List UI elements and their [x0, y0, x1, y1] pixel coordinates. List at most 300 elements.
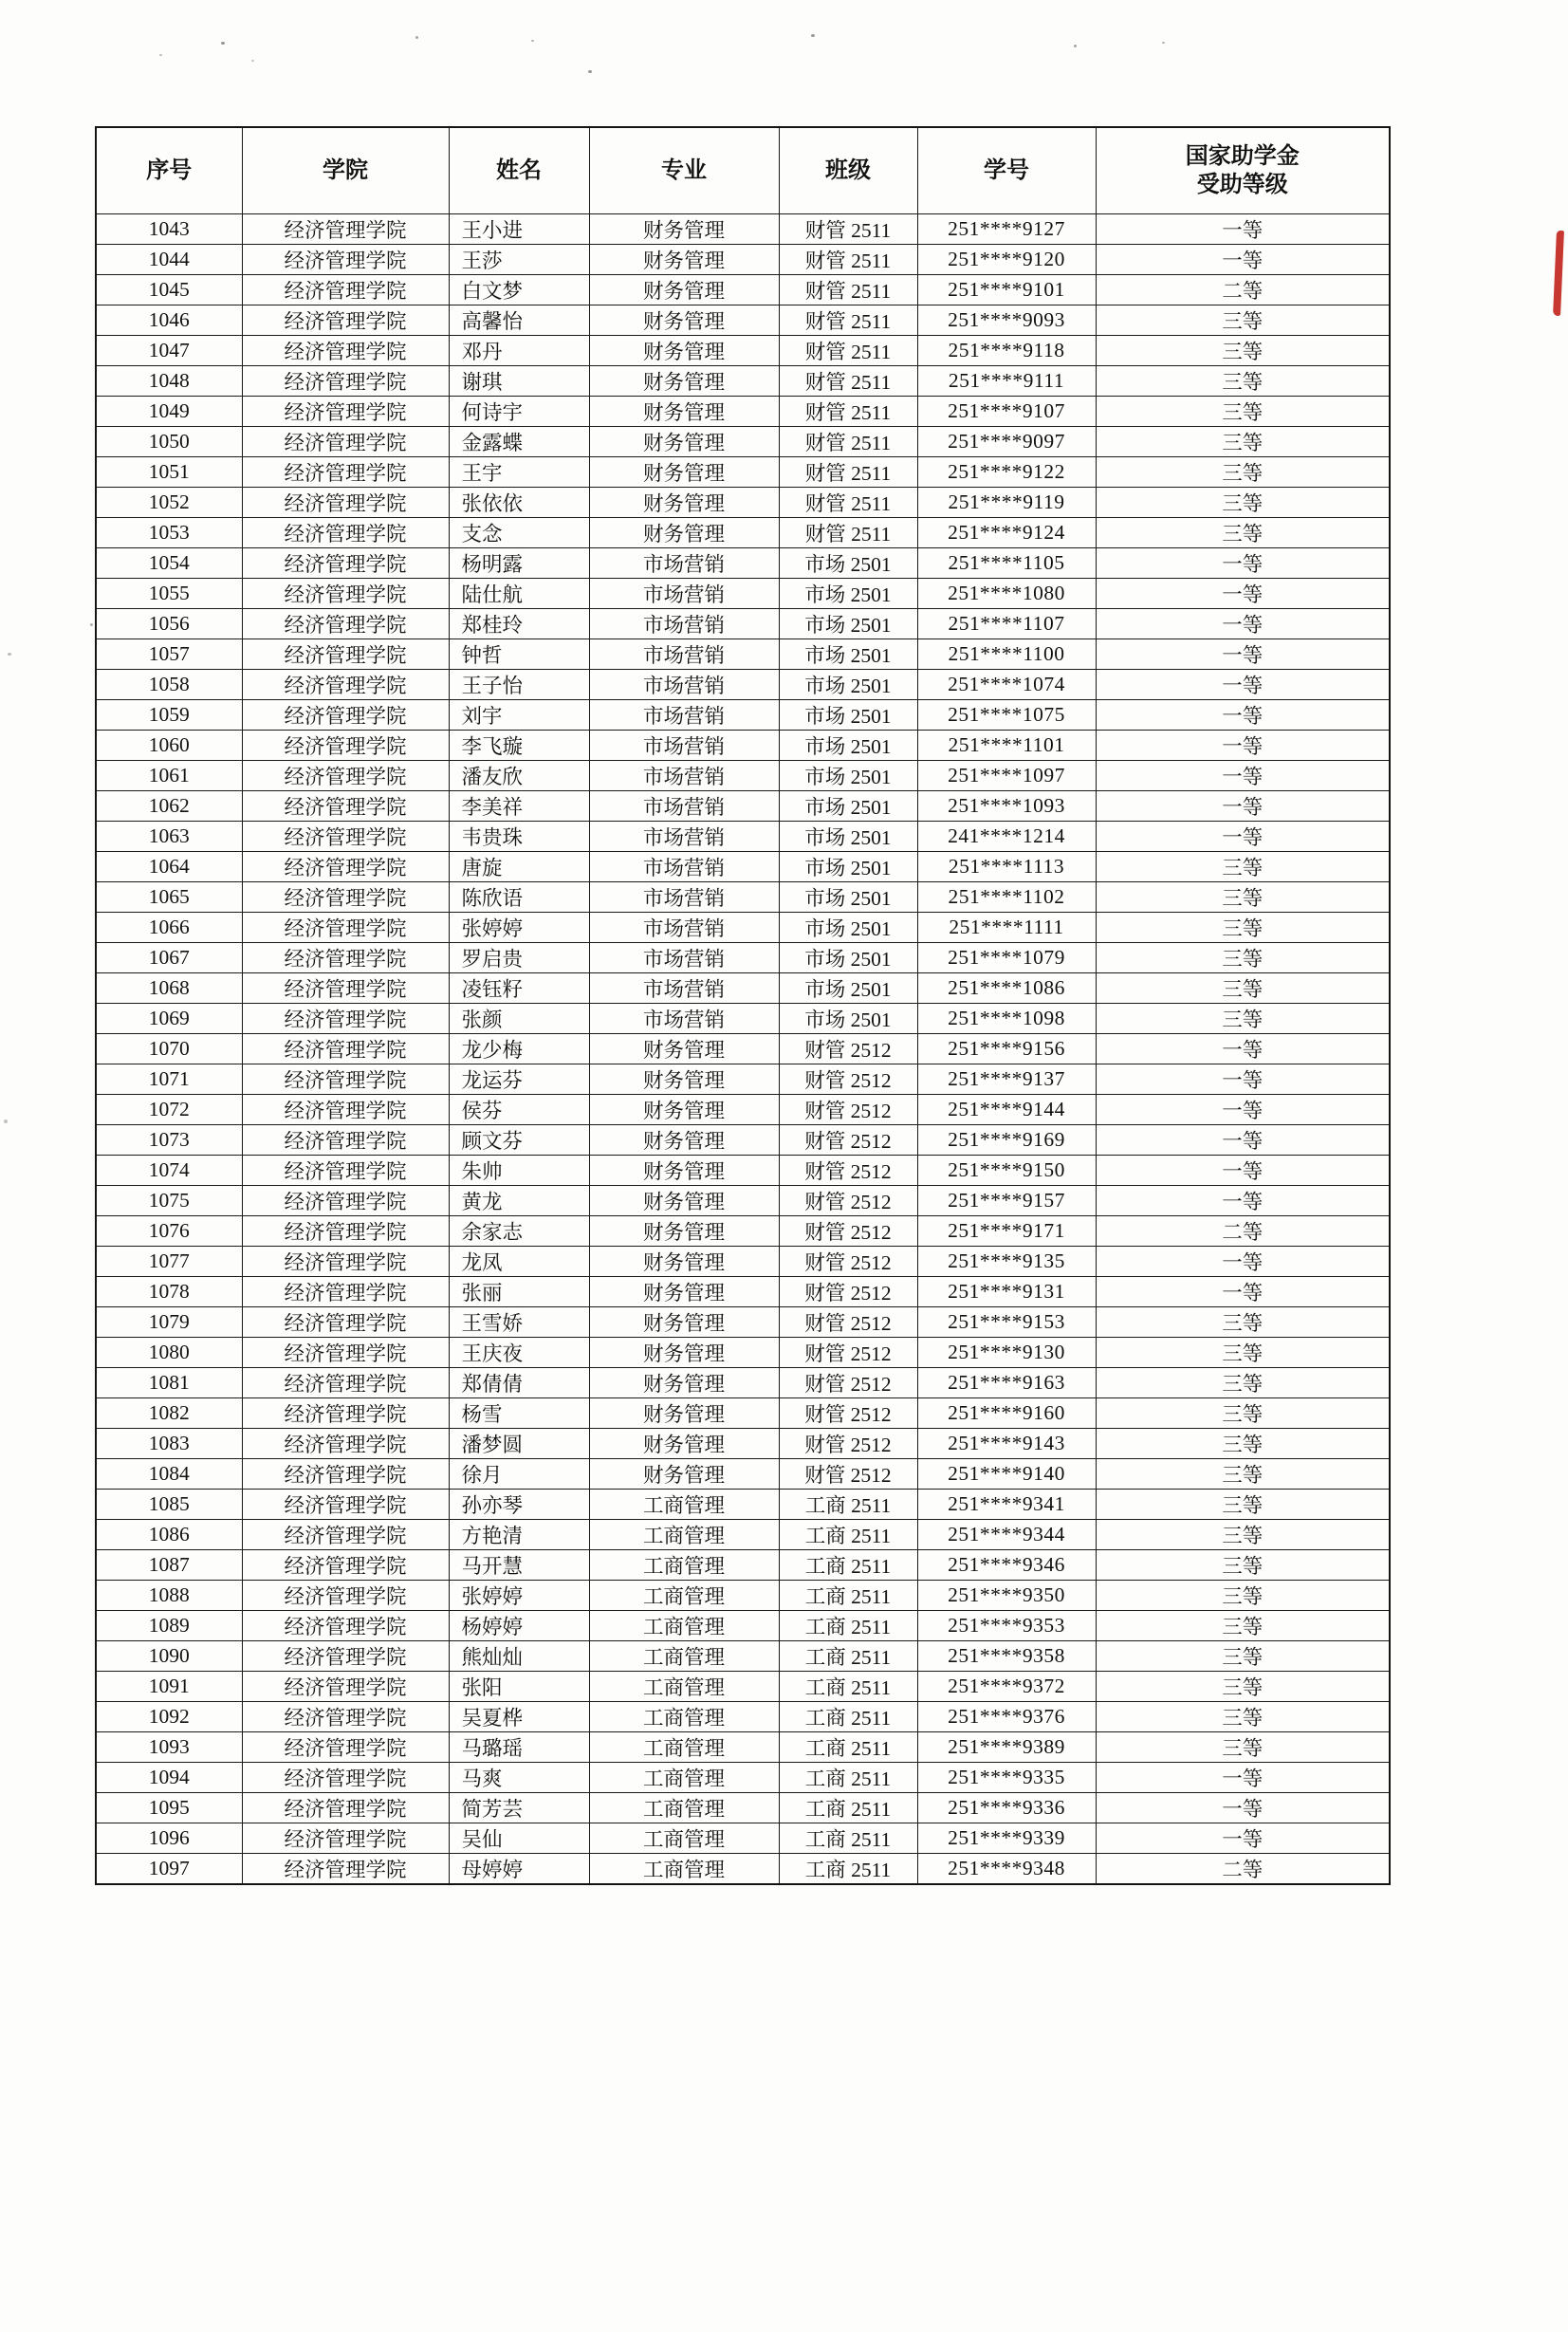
grant-table	[95, 126, 1391, 1885]
cell-index: 1059	[96, 700, 242, 731]
cell-major: 市场营销	[589, 700, 779, 731]
cell-student-id: 251****9372	[917, 1672, 1096, 1702]
cell-index: 1086	[96, 1520, 242, 1550]
cell-grant-level: 三等	[1096, 1429, 1390, 1459]
cell-major: 工商管理	[589, 1581, 779, 1611]
scan-noise	[1162, 42, 1165, 44]
cell-name: 高馨怡	[449, 305, 589, 336]
cell-major: 工商管理	[589, 1490, 779, 1520]
cell-college: 经济管理学院	[242, 882, 449, 913]
cell-class: 财管 2512	[779, 1338, 917, 1368]
table-row	[96, 1429, 1390, 1459]
cell-class: 财管 2511	[779, 427, 917, 457]
cell-index: 1089	[96, 1611, 242, 1641]
cell-class: 工商 2511	[779, 1490, 917, 1520]
cell-index: 1082	[96, 1398, 242, 1429]
cell-index: 1077	[96, 1247, 242, 1277]
cell-grant-level: 一等	[1096, 579, 1390, 609]
cell-grant-level: 三等	[1096, 1702, 1390, 1732]
cell-name: 杨明露	[449, 548, 589, 579]
cell-college: 经济管理学院	[242, 639, 449, 670]
cell-name: 朱帅	[449, 1156, 589, 1186]
cell-student-id: 251****9120	[917, 245, 1096, 275]
cell-index: 1085	[96, 1490, 242, 1520]
cell-name: 徐月	[449, 1459, 589, 1490]
cell-student-id: 251****1079	[917, 943, 1096, 973]
cell-major: 市场营销	[589, 1004, 779, 1034]
cell-index: 1073	[96, 1125, 242, 1156]
cell-major: 工商管理	[589, 1763, 779, 1793]
cell-college: 经济管理学院	[242, 366, 449, 397]
cell-college: 经济管理学院	[242, 397, 449, 427]
cell-major: 工商管理	[589, 1793, 779, 1823]
cell-grant-level: 三等	[1096, 305, 1390, 336]
cell-student-id: 251****9124	[917, 518, 1096, 548]
cell-major: 市场营销	[589, 882, 779, 913]
table-row	[96, 1307, 1390, 1338]
cell-class: 财管 2512	[779, 1095, 917, 1125]
cell-student-id: 251****1111	[917, 913, 1096, 943]
cell-college: 经济管理学院	[242, 518, 449, 548]
cell-grant-level: 三等	[1096, 1004, 1390, 1034]
cell-college: 经济管理学院	[242, 1368, 449, 1398]
cell-name: 陈欣语	[449, 882, 589, 913]
cell-index: 1047	[96, 336, 242, 366]
cell-index: 1075	[96, 1186, 242, 1216]
cell-index: 1052	[96, 488, 242, 518]
cell-name: 顾文芬	[449, 1125, 589, 1156]
cell-index: 1081	[96, 1368, 242, 1398]
cell-grant-level: 三等	[1096, 1672, 1390, 1702]
cell-student-id: 251****9160	[917, 1398, 1096, 1429]
cell-index: 1061	[96, 761, 242, 791]
cell-class: 工商 2511	[779, 1732, 917, 1763]
cell-student-id: 251****1113	[917, 852, 1096, 882]
cell-grant-level: 三等	[1096, 1550, 1390, 1581]
cell-student-id: 251****9389	[917, 1732, 1096, 1763]
cell-grant-level: 一等	[1096, 1125, 1390, 1156]
cell-index: 1079	[96, 1307, 242, 1338]
table-row	[96, 1581, 1390, 1611]
cell-student-id: 251****9107	[917, 397, 1096, 427]
cell-major: 市场营销	[589, 852, 779, 882]
cell-major: 市场营销	[589, 943, 779, 973]
cell-college: 经济管理学院	[242, 1064, 449, 1095]
cell-college: 经济管理学院	[242, 214, 449, 245]
cell-name: 唐旋	[449, 852, 589, 882]
cell-major: 财务管理	[589, 1156, 779, 1186]
cell-class: 市场 2501	[779, 639, 917, 670]
cell-grant-level: 三等	[1096, 1490, 1390, 1520]
cell-index: 1051	[96, 457, 242, 488]
cell-class: 市场 2501	[779, 609, 917, 639]
cell-grant-level: 三等	[1096, 488, 1390, 518]
cell-index: 1090	[96, 1641, 242, 1672]
scan-noise	[90, 623, 93, 626]
cell-class: 财管 2511	[779, 275, 917, 305]
cell-grant-level: 三等	[1096, 427, 1390, 457]
table-row	[96, 1338, 1390, 1368]
cell-major: 财务管理	[589, 1459, 779, 1490]
cell-class: 市场 2501	[779, 1004, 917, 1034]
cell-student-id: 251****9143	[917, 1429, 1096, 1459]
cell-class: 市场 2501	[779, 670, 917, 700]
cell-college: 经济管理学院	[242, 1550, 449, 1581]
cell-name: 张婷婷	[449, 913, 589, 943]
cell-major: 市场营销	[589, 761, 779, 791]
header-major: 专业	[589, 127, 779, 214]
scan-noise	[251, 60, 254, 62]
cell-student-id: 251****9127	[917, 214, 1096, 245]
cell-college: 经济管理学院	[242, 852, 449, 882]
cell-grant-level: 一等	[1096, 609, 1390, 639]
cell-class: 市场 2501	[779, 791, 917, 822]
cell-student-id: 251****9169	[917, 1125, 1096, 1156]
cell-grant-level: 三等	[1096, 1459, 1390, 1490]
cell-major: 财务管理	[589, 518, 779, 548]
cell-name: 马开慧	[449, 1550, 589, 1581]
cell-index: 1096	[96, 1823, 242, 1854]
cell-index: 1064	[96, 852, 242, 882]
cell-major: 市场营销	[589, 609, 779, 639]
cell-college: 经济管理学院	[242, 336, 449, 366]
cell-college: 经济管理学院	[242, 1763, 449, 1793]
cell-name: 马璐瑶	[449, 1732, 589, 1763]
cell-student-id: 251****9336	[917, 1793, 1096, 1823]
table-row	[96, 305, 1390, 336]
cell-student-id: 241****1214	[917, 822, 1096, 852]
cell-index: 1068	[96, 973, 242, 1004]
cell-student-id: 251****9150	[917, 1156, 1096, 1186]
cell-major: 财务管理	[589, 245, 779, 275]
cell-name: 张阳	[449, 1672, 589, 1702]
cell-college: 经济管理学院	[242, 1854, 449, 1885]
cell-class: 财管 2511	[779, 457, 917, 488]
table-row	[96, 973, 1390, 1004]
table-row	[96, 1459, 1390, 1490]
cell-class: 财管 2511	[779, 245, 917, 275]
cell-class: 财管 2512	[779, 1459, 917, 1490]
cell-college: 经济管理学院	[242, 548, 449, 579]
cell-class: 市场 2501	[779, 761, 917, 791]
table-row	[96, 1216, 1390, 1247]
cell-major: 工商管理	[589, 1732, 779, 1763]
cell-name: 潘梦圆	[449, 1429, 589, 1459]
cell-student-id: 251****9341	[917, 1490, 1096, 1520]
scan-noise	[4, 1120, 8, 1123]
cell-class: 财管 2512	[779, 1247, 917, 1277]
cell-index: 1050	[96, 427, 242, 457]
cell-index: 1045	[96, 275, 242, 305]
cell-grant-level: 一等	[1096, 1823, 1390, 1854]
cell-grant-level: 三等	[1096, 397, 1390, 427]
table-row	[96, 1611, 1390, 1641]
cell-class: 工商 2511	[779, 1581, 917, 1611]
cell-major: 工商管理	[589, 1550, 779, 1581]
table-row	[96, 1490, 1390, 1520]
cell-class: 财管 2512	[779, 1277, 917, 1307]
cell-grant-level: 一等	[1096, 1156, 1390, 1186]
cell-index: 1056	[96, 609, 242, 639]
table-row	[96, 882, 1390, 913]
cell-college: 经济管理学院	[242, 1490, 449, 1520]
cell-grant-level: 一等	[1096, 639, 1390, 670]
cell-student-id: 251****1093	[917, 791, 1096, 822]
cell-class: 工商 2511	[779, 1823, 917, 1854]
cell-major: 市场营销	[589, 731, 779, 761]
cell-college: 经济管理学院	[242, 1277, 449, 1307]
cell-class: 工商 2511	[779, 1672, 917, 1702]
cell-grant-level: 三等	[1096, 336, 1390, 366]
cell-class: 财管 2511	[779, 518, 917, 548]
cell-major: 工商管理	[589, 1672, 779, 1702]
cell-index: 1044	[96, 245, 242, 275]
cell-grant-level: 三等	[1096, 518, 1390, 548]
cell-index: 1078	[96, 1277, 242, 1307]
cell-grant-level: 一等	[1096, 548, 1390, 579]
cell-name: 陆仕航	[449, 579, 589, 609]
scan-noise	[8, 653, 11, 656]
cell-student-id: 251****1107	[917, 609, 1096, 639]
cell-name: 王宇	[449, 457, 589, 488]
cell-index: 1071	[96, 1064, 242, 1095]
cell-name: 马爽	[449, 1763, 589, 1793]
cell-name: 郑桂玲	[449, 609, 589, 639]
cell-name: 王小进	[449, 214, 589, 245]
cell-grant-level: 三等	[1096, 1307, 1390, 1338]
scan-noise	[588, 70, 592, 73]
table-row	[96, 1034, 1390, 1064]
cell-student-id: 251****1100	[917, 639, 1096, 670]
table-row	[96, 245, 1390, 275]
cell-major: 财务管理	[589, 1095, 779, 1125]
table-row	[96, 913, 1390, 943]
cell-index: 1083	[96, 1429, 242, 1459]
cell-student-id: 251****9339	[917, 1823, 1096, 1854]
cell-index: 1094	[96, 1763, 242, 1793]
cell-college: 经济管理学院	[242, 1338, 449, 1368]
cell-major: 工商管理	[589, 1641, 779, 1672]
cell-major: 财务管理	[589, 397, 779, 427]
table-row	[96, 670, 1390, 700]
cell-student-id: 251****9097	[917, 427, 1096, 457]
cell-grant-level: 三等	[1096, 943, 1390, 973]
cell-student-id: 251****9101	[917, 275, 1096, 305]
cell-name: 白文梦	[449, 275, 589, 305]
cell-class: 工商 2511	[779, 1793, 917, 1823]
cell-grant-level: 三等	[1096, 852, 1390, 882]
cell-student-id: 251****9157	[917, 1186, 1096, 1216]
cell-class: 财管 2511	[779, 488, 917, 518]
cell-name: 金露蝶	[449, 427, 589, 457]
cell-grant-level: 三等	[1096, 913, 1390, 943]
cell-name: 支念	[449, 518, 589, 548]
cell-major: 工商管理	[589, 1520, 779, 1550]
cell-name: 谢琪	[449, 366, 589, 397]
cell-college: 经济管理学院	[242, 1034, 449, 1064]
cell-major: 财务管理	[589, 457, 779, 488]
cell-class: 财管 2512	[779, 1429, 917, 1459]
cell-class: 财管 2512	[779, 1216, 917, 1247]
cell-major: 财务管理	[589, 1398, 779, 1429]
cell-major: 财务管理	[589, 427, 779, 457]
cell-class: 财管 2511	[779, 336, 917, 366]
cell-student-id: 251****9348	[917, 1854, 1096, 1885]
cell-student-id: 251****1074	[917, 670, 1096, 700]
cell-student-id: 251****9140	[917, 1459, 1096, 1490]
table-row	[96, 731, 1390, 761]
cell-grant-level: 二等	[1096, 1854, 1390, 1885]
cell-name: 简芳芸	[449, 1793, 589, 1823]
cell-major: 财务管理	[589, 1368, 779, 1398]
cell-class: 市场 2501	[779, 822, 917, 852]
cell-college: 经济管理学院	[242, 427, 449, 457]
cell-index: 1067	[96, 943, 242, 973]
cell-student-id: 251****1105	[917, 548, 1096, 579]
cell-college: 经济管理学院	[242, 609, 449, 639]
cell-grant-level: 一等	[1096, 761, 1390, 791]
cell-major: 财务管理	[589, 488, 779, 518]
table-row	[96, 1763, 1390, 1793]
cell-index: 1095	[96, 1793, 242, 1823]
cell-college: 经济管理学院	[242, 1095, 449, 1125]
cell-name: 杨婷婷	[449, 1611, 589, 1641]
table-row	[96, 1793, 1390, 1823]
cell-student-id: 251****1098	[917, 1004, 1096, 1034]
cell-college: 经济管理学院	[242, 1247, 449, 1277]
cell-college: 经济管理学院	[242, 1641, 449, 1672]
cell-class: 市场 2501	[779, 943, 917, 973]
cell-grant-level: 一等	[1096, 670, 1390, 700]
cell-name: 王雪娇	[449, 1307, 589, 1338]
cell-grant-level: 三等	[1096, 1368, 1390, 1398]
cell-major: 财务管理	[589, 305, 779, 336]
table-row	[96, 366, 1390, 397]
cell-index: 1076	[96, 1216, 242, 1247]
cell-index: 1065	[96, 882, 242, 913]
table-row	[96, 1125, 1390, 1156]
table-row	[96, 1520, 1390, 1550]
cell-name: 侯芬	[449, 1095, 589, 1125]
cell-college: 经济管理学院	[242, 973, 449, 1004]
cell-student-id: 251****9131	[917, 1277, 1096, 1307]
cell-name: 龙少梅	[449, 1034, 589, 1064]
scan-noise	[531, 40, 534, 42]
table-row	[96, 639, 1390, 670]
cell-class: 财管 2512	[779, 1064, 917, 1095]
cell-college: 经济管理学院	[242, 1307, 449, 1338]
cell-college: 经济管理学院	[242, 1156, 449, 1186]
cell-college: 经济管理学院	[242, 1793, 449, 1823]
cell-grant-level: 一等	[1096, 1247, 1390, 1277]
cell-index: 1046	[96, 305, 242, 336]
table-row	[96, 214, 1390, 245]
table-row	[96, 822, 1390, 852]
table-row	[96, 1368, 1390, 1398]
cell-name: 张婷婷	[449, 1581, 589, 1611]
cell-grant-level: 三等	[1096, 1520, 1390, 1550]
cell-college: 经济管理学院	[242, 275, 449, 305]
cell-student-id: 251****9171	[917, 1216, 1096, 1247]
table-row	[96, 1156, 1390, 1186]
cell-major: 财务管理	[589, 214, 779, 245]
cell-college: 经济管理学院	[242, 305, 449, 336]
header-index: 序号	[96, 127, 242, 214]
cell-name: 黄龙	[449, 1186, 589, 1216]
cell-name: 李美祥	[449, 791, 589, 822]
cell-college: 经济管理学院	[242, 1520, 449, 1550]
cell-name: 熊灿灿	[449, 1641, 589, 1672]
cell-college: 经济管理学院	[242, 761, 449, 791]
cell-class: 财管 2512	[779, 1125, 917, 1156]
cell-college: 经济管理学院	[242, 1823, 449, 1854]
cell-class: 工商 2511	[779, 1550, 917, 1581]
cell-index: 1080	[96, 1338, 242, 1368]
cell-index: 1043	[96, 214, 242, 245]
cell-student-id: 251****9093	[917, 305, 1096, 336]
cell-name: 王庆夜	[449, 1338, 589, 1368]
cell-college: 经济管理学院	[242, 579, 449, 609]
cell-grant-level: 三等	[1096, 882, 1390, 913]
cell-major: 财务管理	[589, 1064, 779, 1095]
table-row	[96, 548, 1390, 579]
scan-noise	[1074, 45, 1077, 47]
cell-major: 财务管理	[589, 275, 779, 305]
header-grant-line1: 国家助学金	[1185, 144, 1300, 169]
cell-index: 1087	[96, 1550, 242, 1581]
table-row	[96, 397, 1390, 427]
cell-class: 财管 2511	[779, 397, 917, 427]
cell-name: 吴夏桦	[449, 1702, 589, 1732]
cell-name: 潘友欣	[449, 761, 589, 791]
cell-name: 王莎	[449, 245, 589, 275]
cell-class: 财管 2512	[779, 1398, 917, 1429]
table-row	[96, 761, 1390, 791]
cell-college: 经济管理学院	[242, 488, 449, 518]
scan-noise	[415, 36, 418, 39]
cell-index: 1084	[96, 1459, 242, 1490]
cell-grant-level: 三等	[1096, 1611, 1390, 1641]
table-row	[96, 791, 1390, 822]
cell-college: 经济管理学院	[242, 943, 449, 973]
cell-major: 市场营销	[589, 639, 779, 670]
cell-grant-level: 三等	[1096, 1581, 1390, 1611]
cell-major: 市场营销	[589, 791, 779, 822]
table-row	[96, 1398, 1390, 1429]
table-row	[96, 457, 1390, 488]
cell-class: 市场 2501	[779, 882, 917, 913]
cell-student-id: 251****9122	[917, 457, 1096, 488]
table-row	[96, 943, 1390, 973]
cell-name: 余家志	[449, 1216, 589, 1247]
cell-student-id: 251****9135	[917, 1247, 1096, 1277]
cell-grant-level: 二等	[1096, 1216, 1390, 1247]
cell-class: 财管 2512	[779, 1156, 917, 1186]
cell-class: 工商 2511	[779, 1763, 917, 1793]
cell-class: 工商 2511	[779, 1611, 917, 1641]
cell-class: 财管 2511	[779, 366, 917, 397]
cell-major: 市场营销	[589, 579, 779, 609]
table-row	[96, 1702, 1390, 1732]
header-grant-level	[1096, 127, 1390, 214]
cell-major: 财务管理	[589, 1186, 779, 1216]
cell-grant-level: 一等	[1096, 214, 1390, 245]
cell-college: 经济管理学院	[242, 1429, 449, 1459]
table-row	[96, 1732, 1390, 1763]
cell-student-id: 251****1080	[917, 579, 1096, 609]
cell-name: 李飞璇	[449, 731, 589, 761]
table-row	[96, 1550, 1390, 1581]
